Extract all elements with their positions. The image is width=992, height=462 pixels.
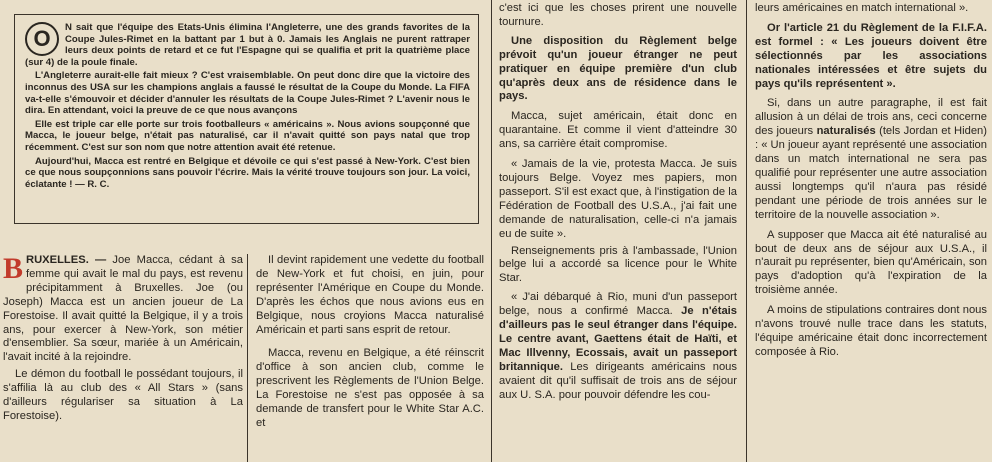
article-column-3 [499,2,737,405]
article-paragraph: c'est ici que les choses prirent une nouvelle tournure. [499,2,737,28]
article-dropcap: B [3,252,24,285]
article-column-1 [3,254,243,427]
article-paragraph: « Jamais de la vie, protesta Macca. Je suis toujours Belge. Voyez mes papiers, mon passeport. S'il est exact que, à l'instigation de la Fédération de Football des U.S.A., j'ai fait une demande de naturalisation, celle-ci n'a jamais eu de suite ». [499,158,737,240]
intro-text-1: N sait que l'équipe des Etats-Unis élimina l'Angleterre, une des grands favorites de la Coupe Jules-Rimet en la battant par 1 but à 0. Jamais les Anglais ne purent rattraper leurs deux points de retard et ce fut l'Espagne qui se qualifia et prit la quatrième place (sur 4) de la poule finale. [25,22,470,68]
article-paragraph [755,97,987,222]
intro-paragraph-3: Elle est triple car elle porte sur trois footballeurs « américains ». Nous avions soupçonné que Macca, le joueur belge, n'était pas naturalisé, car il n'avait quitté son pays natal que trop récemment. C'est sur son nom que notre attention avait été retenue. [25,118,470,153]
article-paragraph: Il devint rapidement une vedette du football de New-York et fut choisi, en juin, pour représenter l'Amérique en Coupe du Monde. D'après les échos que nous avions eus en Belgique, nous croyions Macca naturalisé Américain et parti sans esprit de retour. [256,254,484,336]
article-paragraph: Macca, sujet américain, était donc en quarantaine. Et comme il vient d'atteindre 30 ans, sa carrière était compromise. [499,110,737,151]
article-paragraph [499,291,737,402]
article-paragraph-bold: Or l'article 21 du Règlement de la F.I.F.A. est formel : « Les joueurs doivent être sélectionnés par les associations nationales intéressées et être sujets du pays qu'ils représentent ». [755,21,987,90]
article-column-4 [755,2,987,363]
dateline: RUXELLES. — [26,254,107,266]
intro-dropcap: O [25,22,59,56]
article-text: Joe Macca, cédant à sa femme qui avait le mal du pays, est revenu précipitamment à Bruxelles. Joe (ou Joseph) Macca est un ancien joueur de La Forestoise. Il avait quitté la Belgique, il y a trois ans, pour exercer à New-York, son métier d'ensemblier. Sa sœur, mariée à un Américain, l'avait incité à la rejoindre. [3,254,244,364]
article-paragraph: Renseignements pris à l'ambassade, l'Union belge lui a accordé sa licence pour le White Star. [499,244,737,285]
article-column-2 [256,254,484,434]
article-text: Les dirigeants américains nous avaient dit qu'il suffisait de trois ans de séjour aux U. S.A. pour pouvoir défendre les cou- [499,360,737,401]
article-text-bold: Je n'étais d'ailleurs pas le seul étranger dans l'équipe. Le centre avant, Gaettens était de Haïti, et Mac Illvenny, Ecossais, avait un passeport britannique. [499,305,738,373]
article-text: Si, dans un autre paragraphe, il est fait allusion à un délai de trois ans, ceci concerne des joueurs [755,97,987,138]
intro-box [14,14,479,224]
column-rule [491,0,492,462]
article-paragraph: Le démon du football le possédant toujours, il s'affilia là au club des « All Stars » (sans d'ailleurs régulariser sa situation à La Forestoise). [3,368,243,422]
article-paragraph: Macca, revenu en Belgique, a été réinscrit d'office à son ancien club, comme le prescrivent les Règlements de l'Union Belge. La Forestoise ne s'est pas opposée à sa demande de transfert pour le White Star A.C. et [256,347,484,429]
article-text: « J'ai débarqué à Rio, muni d'un passeport belge, nous a confirmé Macca. [499,291,737,318]
article-paragraph [3,254,243,365]
article-paragraph: A moins de stipulations contraires dont nous n'avons trouvé nulle trace dans les statuts, l'équipe américaine était donc incorrectement composée à Rio. [755,304,987,358]
article-text-bold: naturalisés [816,125,876,138]
article-paragraph-bold: Une disposition du Règlement belge prévoit qu'un joueur étranger ne peut pratiquer en équipe première d'un club qu'après deux ans de résidence dans le pays. [499,34,737,103]
intro-paragraph-2: L'Angleterre aurait-elle fait mieux ? C'est vraisemblable. On peut donc dire que la victoire des inconnus des USA sur les champions anglais a faussé le résultat de la Coupe du Monde. La FIFA va-t-elle s'émouvoir et décider d'annuler les résultats de la Coupe Jules-Rimet ? L'avenir nous le dira. En attendant, voici la preuve de ce que nous avançons [25,70,470,117]
column-rule [247,254,248,462]
article-paragraph: leurs américaines en match international ». [755,2,969,14]
article-text: (tels Jordan et Hiden) : « Un joueur ayant représenté une association dans un match international ne sera pas qualifié pour représenter une autre association aussi longtemps qu'il n'aura pas résidé pendant une période de trois années sur le territoire de la nouvelle association ». [755,125,988,221]
article-paragraph: A supposer que Macca ait été naturalisé au bout de deux ans de séjour aux U.S.A., il n'aurait pu représenter, bien qu'Américain, son pays d'adoption qu'à l'expiration de la troisième année. [755,228,987,297]
intro-paragraph-1 [25,22,470,68]
column-rule [746,0,747,462]
intro-paragraph-4: Aujourd'hui, Macca est rentré en Belgique et dévoile ce qui s'est passé à New-York. C'est bien ce que nous soupçonnions sans pouvoir l'écrire. Mais la vérité trouve toujours son jour. La voici, éclatante ! — R. C. [25,155,470,190]
